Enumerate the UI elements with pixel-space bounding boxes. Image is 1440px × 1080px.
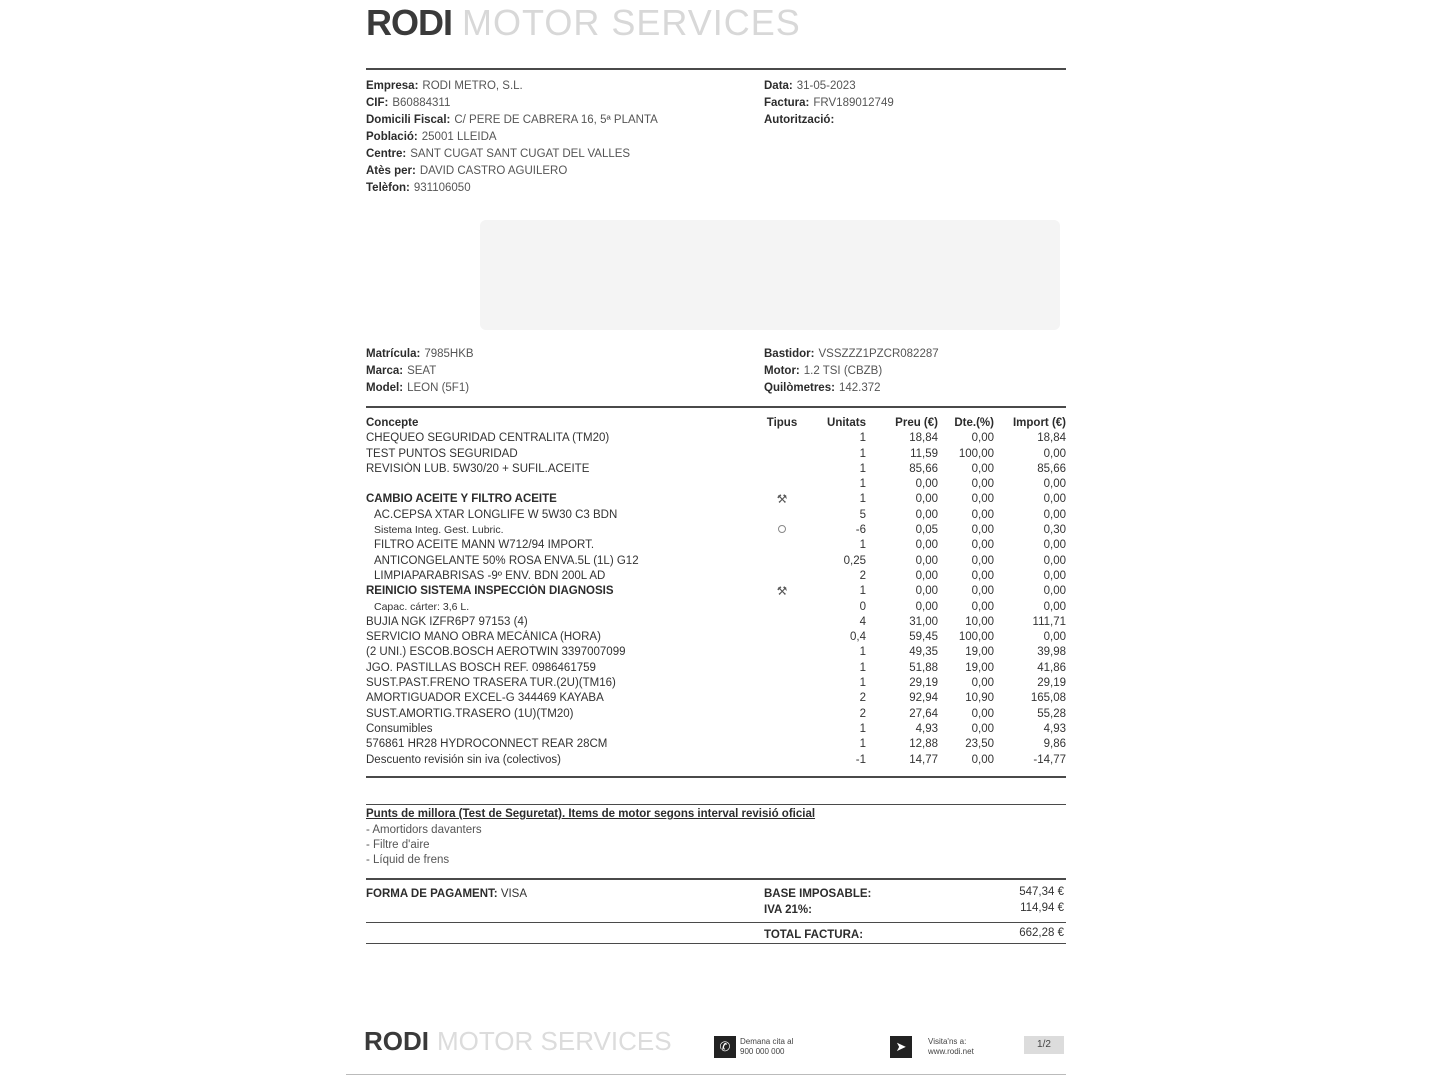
invoice-info — [764, 78, 894, 129]
row-preu: 0,00 — [915, 508, 938, 521]
row-import: 0,00 — [1043, 554, 1066, 567]
table-row — [366, 661, 1066, 676]
vehicle-info-right — [764, 346, 939, 397]
row-dte: 0,00 — [971, 554, 994, 567]
table-header — [366, 416, 1066, 431]
row-dte: 23,50 — [965, 738, 994, 751]
row-preu: 0,00 — [915, 478, 938, 491]
invoice-authorization: Autorització: — [764, 114, 835, 126]
row-dte: 10,90 — [965, 692, 994, 705]
row-preu: 0,00 — [915, 600, 938, 613]
row-preu: 59,45 — [909, 631, 938, 644]
total-underline — [366, 943, 1066, 944]
improvements-title: Punts de millora (Test de Seguretat). Items de motor segons interval revisió oficial — [366, 808, 816, 820]
row-units: 2 — [859, 707, 866, 720]
table-row — [366, 691, 1066, 706]
row-import: 0,00 — [1043, 631, 1066, 644]
row-units: 1 — [859, 493, 866, 506]
brand-name-bold: RODI — [366, 2, 452, 43]
row-units: 1 — [859, 539, 866, 552]
row-import: 55,28 — [1037, 707, 1066, 720]
row-dte: 0,00 — [971, 569, 994, 582]
payment-divider — [366, 878, 1066, 880]
improvement-item: - Amortidors davanters — [366, 824, 482, 836]
improvements-top-divider — [366, 804, 1066, 805]
row-concept: ANTICONGELANTE 50% ROSA ENVA.5L (1L) G12 — [374, 554, 639, 567]
table-row — [366, 630, 1066, 645]
vehicle-brand: Marca: SEAT — [366, 365, 437, 377]
wrench-icon: ⚒ — [776, 492, 788, 507]
company-telefon: Telèfon: 931106050 — [366, 182, 471, 194]
row-dte: 0,00 — [971, 508, 994, 521]
row-dte: 0,00 — [971, 432, 994, 445]
vehicle-plate: Matrícula: 7985HKB — [366, 348, 474, 360]
concept-table — [366, 416, 1066, 768]
row-concept: Sistema Integ. Gest. Lubric. — [374, 524, 504, 537]
row-units: 1 — [859, 478, 866, 491]
row-preu: 0,00 — [915, 554, 938, 567]
table-row — [366, 615, 1066, 630]
footer-call: Demana cita al 900 000 000 — [740, 1037, 794, 1056]
table-row — [366, 523, 1066, 538]
row-dte: 0,00 — [971, 677, 994, 690]
brand-name-light: MOTOR SERVICES — [462, 2, 801, 43]
row-units: 1 — [859, 722, 866, 735]
header-divider — [366, 68, 1066, 70]
brand-logo — [366, 2, 801, 44]
footer-brand-light: MOTOR SERVICES — [437, 1026, 672, 1056]
row-import: 9,86 — [1043, 738, 1066, 751]
row-concept: LIMPIAPARABRISAS -9º ENV. BDN 200L AD — [374, 569, 606, 582]
row-import: 0,00 — [1043, 478, 1066, 491]
table-row — [366, 508, 1066, 523]
company-poblacio: Població: 25001 LLEIDA — [366, 131, 497, 143]
row-import: 0,30 — [1043, 524, 1066, 537]
table-row — [366, 492, 1066, 507]
row-units: 1 — [859, 585, 866, 598]
footer-visit: Visita'ns a: www.rodi.net — [928, 1037, 974, 1056]
table-row — [366, 600, 1066, 615]
payment-label: FORMA DE PAGAMENT: — [366, 888, 498, 900]
faded-scan-area — [480, 220, 1060, 330]
table-row — [366, 753, 1066, 768]
company-empresa: Empresa: RODI METRO, S.L. — [366, 80, 523, 92]
row-preu: 85,66 — [909, 462, 938, 475]
vehicle-engine: Motor: 1.2 TSI (CBZB) — [764, 365, 883, 377]
iva-label: IVA 21%: — [764, 904, 812, 916]
header-import: Import (€) — [1012, 417, 1066, 429]
company-domicili: Domicili Fiscal: C/ PERE DE CABRERA 16, 5ª PLANTA — [366, 114, 658, 126]
row-units: 0,25 — [843, 554, 866, 567]
table-row — [366, 707, 1066, 722]
row-preu: 4,93 — [915, 722, 938, 735]
row-tipus — [764, 523, 800, 538]
row-dte: 0,00 — [971, 722, 994, 735]
row-concept: SERVICIO MANO OBRA MECÁNICA (HORA) — [366, 631, 601, 644]
header-concept: Concepte — [366, 417, 419, 429]
row-concept: Capac. cárter: 3,6 L. — [374, 600, 470, 613]
row-dte: 0,00 — [971, 707, 994, 720]
row-preu: 31,00 — [909, 615, 938, 628]
row-concept: AC.CEPSA XTAR LONGLIFE W 5W30 C3 BDN — [374, 508, 618, 521]
row-preu: 0,05 — [915, 524, 938, 537]
row-units: 2 — [859, 569, 866, 582]
row-concept: 576861 HR28 HYDROCONNECT REAR 28CM — [366, 738, 608, 751]
company-centre: Centre: SANT CUGAT SANT CUGAT DEL VALLES — [366, 148, 631, 160]
row-preu: 11,59 — [910, 447, 938, 460]
row-concept: Consumibles — [366, 722, 433, 735]
row-units: 0 — [859, 600, 866, 613]
row-import: 0,00 — [1043, 569, 1066, 582]
row-import: 0,00 — [1043, 585, 1066, 598]
row-dte: 19,00 — [965, 661, 994, 674]
row-import: 39,98 — [1037, 646, 1066, 659]
row-import: 0,00 — [1043, 539, 1066, 552]
page-number: 1/2 — [1024, 1036, 1064, 1054]
table-row — [366, 477, 1066, 492]
table-row — [366, 447, 1066, 462]
row-preu: 0,00 — [915, 569, 938, 582]
row-preu: 0,00 — [915, 493, 938, 506]
row-preu: 0,00 — [915, 585, 938, 598]
row-units: 4 — [859, 615, 866, 628]
improvement-item: - Filtre d'aire — [366, 839, 430, 851]
row-units: 1 — [859, 677, 866, 690]
row-concept: CHEQUEO SEGURIDAD CENTRALITA (TM20) — [366, 432, 610, 445]
table-row — [366, 737, 1066, 752]
total-row — [764, 927, 863, 943]
row-preu: 14,77 — [909, 753, 938, 766]
row-import: 85,66 — [1037, 462, 1066, 475]
table-body — [366, 431, 1066, 768]
row-dte: 0,00 — [971, 478, 994, 491]
footer-brand — [364, 1026, 672, 1057]
row-dte: 0,00 — [971, 462, 994, 475]
footer-brand-bold: RODI — [364, 1026, 429, 1056]
row-concept: (2 UNI.) ESCOB.BOSCH AEROTWIN 3397007099 — [366, 646, 626, 659]
vehicle-model: Model: LEON (5F1) — [366, 382, 470, 394]
cursor-icon: ➤ — [890, 1036, 912, 1058]
row-units: 1 — [859, 447, 866, 460]
payment-value: VISA — [500, 888, 528, 900]
row-concept: SUST.AMORTIG.TRASERO (1U)(TM20) — [366, 707, 574, 720]
phone-icon: ✆ — [714, 1036, 736, 1058]
row-import: 0,00 — [1043, 493, 1066, 506]
row-dte: 19,00 — [965, 646, 994, 659]
row-units: 1 — [859, 738, 866, 751]
vehicle-divider — [366, 406, 1066, 408]
page-bottom-edge — [346, 1074, 1066, 1075]
row-concept: FILTRO ACEITE MANN W712/94 IMPORT. — [374, 539, 595, 552]
row-dte: 0,00 — [971, 585, 994, 598]
improvement-item: - Líquid de frens — [366, 854, 450, 866]
row-concept: BUJIA NGK IZFR6P7 97153 (4) — [366, 615, 528, 628]
row-dte: 100,00 — [958, 631, 994, 644]
row-import: 0,00 — [1043, 508, 1066, 521]
company-info — [366, 78, 658, 197]
row-concept: CAMBIO ACEITE Y FILTRO ACEITE — [366, 493, 557, 506]
row-dte: 0,00 — [971, 753, 994, 766]
row-tipus — [764, 492, 800, 508]
row-import: 29,19 — [1037, 677, 1066, 690]
row-concept: Descuento revisión sin iva (colectivos) — [366, 753, 561, 766]
header-units: Unitats — [827, 417, 866, 429]
row-import: 41,86 — [1037, 661, 1066, 674]
header-dte: Dte.(%) — [954, 417, 994, 429]
row-units: 1 — [859, 646, 866, 659]
row-units: 1 — [859, 432, 866, 445]
table-row — [366, 538, 1066, 553]
table-row — [366, 554, 1066, 569]
row-import: 0,00 — [1043, 447, 1066, 460]
payment-method — [366, 886, 527, 902]
row-preu: 18,84 — [909, 432, 938, 445]
row-dte: 0,00 — [971, 539, 994, 552]
invoice-date: Data: 31-05-2023 — [764, 80, 856, 92]
wrench-icon: ⚒ — [776, 584, 788, 599]
header-preu: Preu (€) — [895, 417, 938, 429]
row-concept: AMORTIGUADOR EXCEL-G 344469 KAYABA — [366, 692, 604, 705]
base-label: BASE IMPOSABLE: — [764, 888, 872, 900]
row-dte: 0,00 — [971, 493, 994, 506]
row-preu: 49,35 — [909, 646, 938, 659]
table-row — [366, 676, 1066, 691]
table-row — [366, 569, 1066, 584]
row-concept: JGO. PASTILLAS BOSCH REF. 0986461759 — [366, 661, 596, 674]
row-dte: 10,00 — [965, 615, 994, 628]
row-preu: 29,19 — [909, 677, 938, 690]
table-row — [366, 431, 1066, 446]
row-import: 0,00 — [1043, 600, 1066, 613]
row-preu: 0,00 — [915, 539, 938, 552]
base-value: 547,34 € — [1019, 886, 1064, 898]
table-row — [366, 584, 1066, 599]
invoice-number: Factura: FRV189012749 — [764, 97, 894, 109]
row-import: -14,77 — [1033, 753, 1066, 766]
total-value: 662,28 € — [1019, 927, 1064, 939]
header-tipus: Tipus — [766, 417, 798, 429]
table-row — [366, 645, 1066, 660]
company-cif: CIF: B60884311 — [366, 97, 451, 109]
totals-labels — [764, 886, 871, 918]
row-preu: 92,94 — [909, 692, 938, 705]
improvements-section — [366, 806, 1066, 868]
row-import: 4,93 — [1043, 722, 1066, 735]
row-import: 165,08 — [1030, 692, 1066, 705]
company-ates: Atès per: DAVID CASTRO AGUILERO — [366, 165, 568, 177]
row-import: 18,84 — [1037, 432, 1066, 445]
row-units: -6 — [855, 524, 866, 537]
vehicle-vin: Bastidor: VSSZZZ1PZCR082287 — [764, 348, 939, 360]
table-bottom-divider — [366, 776, 1066, 778]
row-tipus — [764, 584, 800, 600]
row-concept: REVISIÓN LUB. 5W30/20 + SUFIL.ACEITE — [366, 462, 590, 475]
row-concept: SUST.PAST.FRENO TRASERA TUR.(2U)(TM16) — [366, 677, 616, 690]
table-row — [366, 722, 1066, 737]
row-units: 1 — [859, 661, 866, 674]
row-preu: 51,88 — [909, 661, 938, 674]
row-units: 0,4 — [850, 631, 866, 644]
vehicle-info — [366, 346, 474, 397]
row-units: 2 — [859, 692, 866, 705]
row-units: 5 — [859, 508, 866, 521]
row-concept: REINICIO SISTEMA INSPECCIÓN DIAGNOSIS — [366, 585, 614, 598]
row-preu: 12,88 — [909, 738, 938, 751]
row-dte: 0,00 — [971, 524, 994, 537]
table-row — [366, 462, 1066, 477]
totals-divider — [366, 922, 1066, 923]
row-dte: 0,00 — [971, 600, 994, 613]
circle-icon — [778, 525, 786, 533]
row-dte: 100,00 — [958, 447, 994, 460]
row-concept: TEST PUNTOS SEGURIDAD — [366, 447, 518, 460]
vehicle-km: Quilòmetres: 142.372 — [764, 382, 881, 394]
row-import: 111,71 — [1032, 615, 1066, 628]
row-units: 1 — [859, 462, 866, 475]
iva-value: 114,94 € — [1020, 902, 1064, 914]
row-preu: 27,64 — [909, 707, 938, 720]
total-label: TOTAL FACTURA: — [764, 929, 864, 941]
row-units: -1 — [855, 753, 866, 766]
